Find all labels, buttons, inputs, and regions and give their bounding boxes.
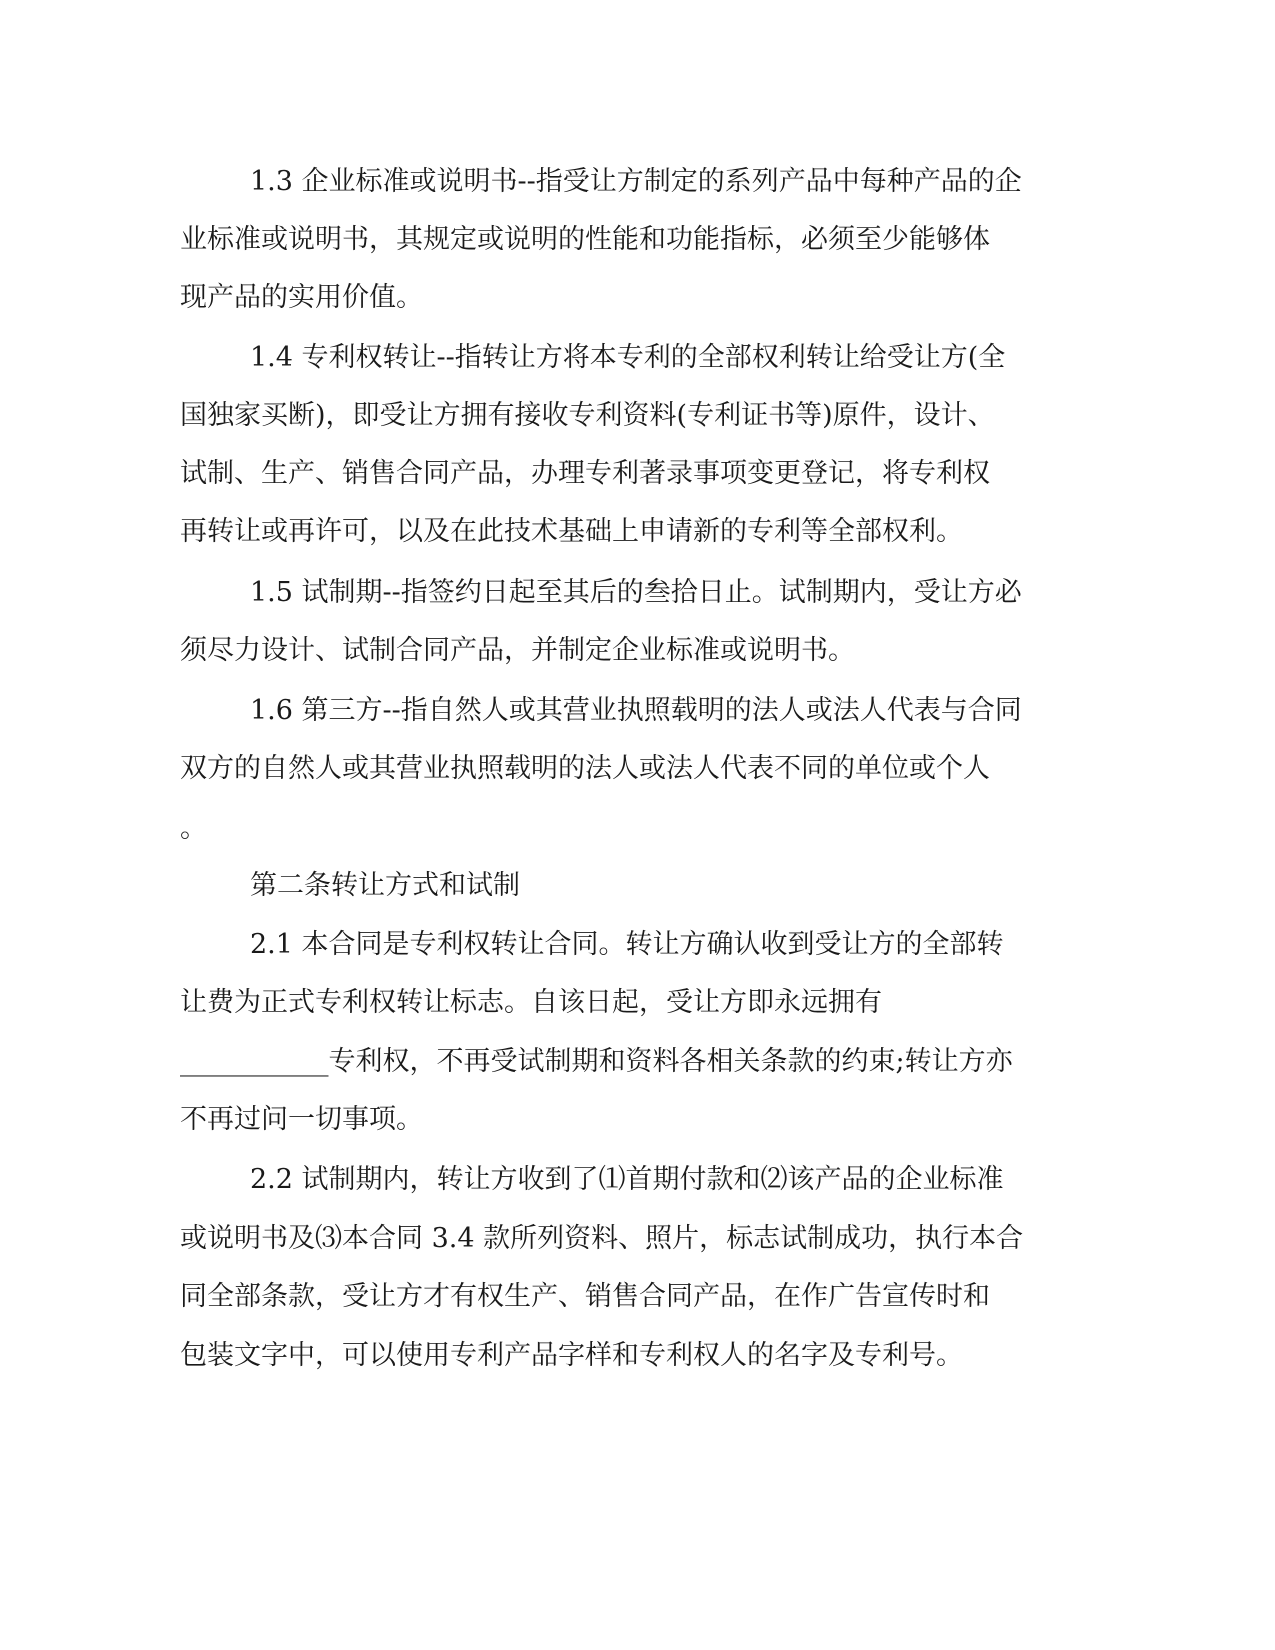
text-line: 1.6 第三方--指自然人或其营业执照载明的法人或法人代表与合同 (250, 695, 1022, 726)
text-line: 现产品的实用价值。 (180, 282, 423, 313)
text-line: 1.5 试制期--指签约日起至其后的叁拾日止。试制期内，受让方必 (250, 577, 1022, 608)
text-line: 2.2 试制期内，转让方收到了⑴首期付款和⑵该产品的企业标准 (250, 1164, 1004, 1195)
text-line: 再转让或再许可，以及在此技术基础上申请新的专利等全部权利。 (180, 516, 963, 547)
text-line: 须尽力设计、试制合同产品，并制定企业标准或说明书。 (180, 635, 855, 666)
text-line: 2.1 本合同是专利权转让合同。转让方确认收到受让方的全部转 (250, 929, 1004, 960)
section-heading: 第二条转让方式和试制 (250, 870, 520, 901)
text-line: 。 (180, 813, 207, 844)
text-line: 业标准或说明书，其规定或说明的性能和功能指标，必须至少能够体 (180, 224, 990, 255)
text-line: 或说明书及⑶本合同 3.4 款所列资料、照片，标志试制成功，执行本合 (180, 1223, 1024, 1254)
text-line: 国独家买断)，即受让方拥有接收专利资料(专利证书等)原件，设计、 (180, 400, 995, 431)
text-line: 1.3 企业标准或说明书--指受让方制定的系列产品中每种产品的企 (250, 166, 1022, 197)
text-line: 不再过问一切事项。 (180, 1104, 423, 1135)
text-line: ___________专利权，不再受试制期和资料各相关条款的约束;转让方亦 (180, 1046, 1013, 1077)
text-line: 1.4 专利权转让--指转让方将本专利的全部权利转让给受让方(全 (250, 342, 1006, 373)
text-line: 让费为正式专利权转让标志。自该日起，受让方即永远拥有 (180, 987, 882, 1018)
text-line: 包装文字中，可以使用专利产品字样和专利权人的名字及专利号。 (180, 1340, 963, 1371)
text-line: 同全部条款，受让方才有权生产、销售合同产品，在作广告宣传时和 (180, 1281, 990, 1312)
text-line: 试制、生产、销售合同产品，办理专利著录事项变更登记，将专利权 (180, 458, 990, 489)
text-line: 双方的自然人或其营业执照载明的法人或法人代表不同的单位或个人 (180, 753, 990, 784)
